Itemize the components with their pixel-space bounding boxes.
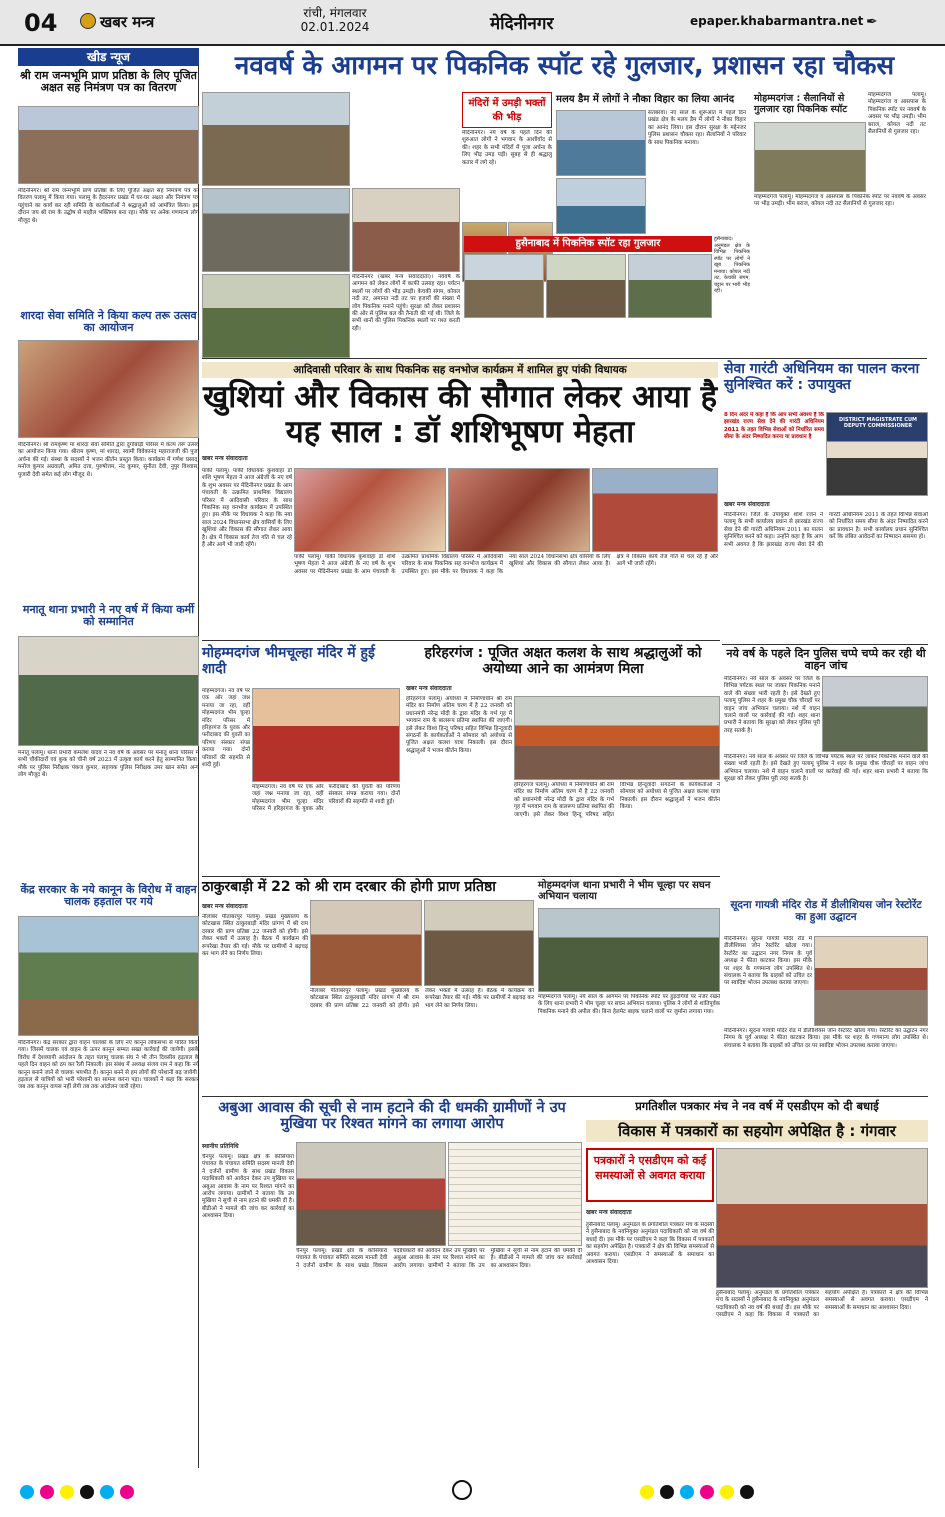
- sidebar-story3-text: मनातू पलामू। थाना प्रभारी कमलेश यादव ने नव वर्ष के अवसर पर मनातू थाना परिसर में सभी चौकीदारों एवं कुक को चीनी वर्ष 2023 में उत्कृष्ट कार्य करने हेतु साम्मानित किया। मौके पर पुलिस निरीक्षक पंकज कुमार, सहायक पुलिस निरीक्षक उमर खान समेत अन्य लोग मौजूद थे।: [18, 750, 199, 779]
- husainabad-title: हुसैनाबाद में पिकनिक स्पॉट रहा गुलजार: [464, 236, 712, 252]
- restaurant-text-2: मेदिनीनगर। सूदना गायत्री मंदिर रोड में डीलीशियस जोन रेस्टोरेंट खोला गया। रेस्टोरेंट का उद्घाटन नगर निगम के पूर्व अध्यक्ष ने फीता काटकर किया। इस मौके पर शहर के गणमान्य लोग उपस्थित थे। संचालक ने बताया कि ग्राहकों को उचित दर पर स्वादिष्ट भोजन उपलब्ध कराया जाएगा।: [724, 1028, 928, 1049]
- vidhayak-headline: खुशियां और विकास की सौगात लेकर आया है यह साल : डॉ शशिभूषण मेहता: [202, 379, 718, 450]
- sidebar-label: खीड न्यूज: [18, 48, 199, 66]
- sidebar-story3-title: मनातू थाना प्रभारी ने नए वर्ष में किया कर्मी को सम्मानित: [22, 603, 195, 629]
- pen-icon: ✒: [866, 14, 878, 30]
- sidebar-story4-title: केंद्र सरकार के नये कानून के विरोध में वाहन चालक हड़ताल पर गये: [20, 883, 197, 909]
- husainabad-text: हुसैनाबाद। अनुमंडल क्षेत्र के विभिन्न पिकनिक स्पॉट पर लोगों ने खूब पिकनिक मनाया। कोयल नदी तट, केचकी संगम, चट्टान पर भारी भीड़ रही।: [714, 236, 750, 294]
- hariharganj-text-2: हरिहरगंज पलामू। अयोध्या में निर्माणाधीन श्री राम मंदिर का निर्माण अंतिम चरण में है 22 जनवरी को प्रधानमंत्री नरेन्द्र मोदी के द्वारा मंदिर के गर्भ गृह में भगवान राम के बालरूप प्रतिमा स्थापित की जाएगी। इसे लेकर विश्व हिन्दू परिषद सहित विभिन्न हिन्दूवादी संगठनों के कार्यकर्ताओं ने सोमवार को अयोध्या से पूजित अक्षत कलश यात्रा निकाली। इस दौरान श्रद्धालुओं ने भजन कीर्तन किया।: [514, 782, 720, 818]
- police-text: मेदिनीनगर। नये साल के अवसर पर जिले के विभिन्न पर्यटक स्थल पर जाकर पिकनिक मनाने वाले की संख्या भारी रहती है। इसे देखते हुए पलामू पुलिस ने शहर के प्रमुख चौक चौराहों पर वाहन जांच अभियान चलाया। नशे में वाहन चलाने वालों पर कार्रवाई की गई। शहर थाना प्रभारी ने बताया कि सुरक्षा को लेकर पुलिस पूरी तरह सतर्क है।: [724, 676, 820, 734]
- mohammadganj-photo: [754, 122, 866, 192]
- magenta-dot: [40, 1485, 54, 1499]
- malay-title: मलय डैम में लोगों ने नौका विहार का लिया आनंद: [556, 94, 735, 105]
- page-number: 04: [24, 9, 58, 37]
- seva-divider: [722, 644, 928, 645]
- abua-text-2: चैनपुर पलामू। प्रखंड क्षेत्र के कोसियारा पंचायत के पंचायत समिति सदस्य मानती देवी ने दर्जनों ग्रामीण के साथ प्रखंड विकास पदाधिकारी को आवेदन देकर उप मुखिया पर अबुआ आवास के नाम पर रिश्वत मांगने का आरोप लगाया। ग्रामीणों ने बताया कि उप मुखिया ने सूची से नाम हटाने की धमकी दी है। बीडीओ ने मामले की जांच कर कार्रवाई का आश्वासन दिया।: [296, 1248, 582, 1269]
- malay-photo-1: [556, 110, 646, 176]
- temple-text: मेदिनीनगर। नये वर्ष के पहले दिन की शुरुआत लोगों ने भगवान के आशीर्वाद से की। शहर के सभी मंदिरों में पूजा अर्चना के लिए भीड़ उमड़ पड़ी। सुबह से ही श्रद्धालु कतार में लगे रहे।: [462, 130, 552, 166]
- lower-divider-2: [202, 1096, 928, 1097]
- sidebar-story3-photo: [18, 636, 199, 746]
- bhimchulha-text-2: मोहम्मदगंज। नव वर्ष पर एक ओर जहां जश्न मनाया जा रहा, वहीं मोहम्मदगंज भीम चूल्हा मंदिर परिसर में हरिहरगंज के युवक और फरीदाबाद की युवती का परिणय संस्कार संपन्न कराया गया। दोनों परिवारों की सहमति से शादी हुई।: [252, 784, 400, 813]
- hariharganj-text: हरिहरगंज पलामू। अयोध्या में निर्माणाधीन श्री राम मंदिर का निर्माण अंतिम चरण में है 22 जनवरी को प्रधानमंत्री नरेन्द्र मोदी के द्वारा मंदिर के गर्भ गृह में भगवान राम के बालरूप प्रतिमा स्थापित की जाएगी। इसे लेकर विश्व हिन्दू परिषद सहित विभिन्न हिन्दूवादी संगठनों के कार्यकर्ताओं ने सोमवार को अयोध्या से पूजित अक्षत कलश यात्रा निकाली। इस दौरान श्रद्धालुओं ने भजन कीर्तन किया।: [406, 696, 512, 754]
- police-text-2: मेदिनीनगर। नये साल के अवसर पर जिले के विभिन्न पर्यटक स्थल पर जाकर पिकनिक मनाने वाले की संख्या भारी रहती है। इसे देखते हुए पलामू पुलिस ने शहर के प्रमुख चौक चौराहों पर वाहन जांच अभियान चलाया। नशे में वाहन चलाने वालों पर कार्रवाई की गई। शहर थाना प्रभारी ने बताया कि सुरक्षा को लेकर पुलिस पूरी तरह सतर्क है।: [724, 754, 928, 783]
- drive-headline: मोहम्मदगंज थाना प्रभारी ने भीम चूल्हा पर सघन अभियान चलाया: [538, 880, 711, 903]
- site-url: epaper.khabarmantra.net: [690, 14, 864, 28]
- lead-photo-1: [202, 92, 350, 186]
- vidhayak-photo-3: [592, 468, 718, 552]
- temple-title: मंदिरों में उमड़ी भक्तों की भीड़: [462, 92, 552, 128]
- lead-headline: नववर्ष के आगमन पर पिकनिक स्पॉट रहे गुलजार, प्रशासन रहा चौकस: [234, 51, 895, 81]
- yellow-dot: [60, 1485, 74, 1499]
- yellow-dot: [720, 1485, 734, 1499]
- section-name: मेदिनीनगर: [490, 14, 554, 34]
- seva-quote: 8 दिन अंदर में कहा है कि आप सभी अवश्य है कि झारखंड राज्य सेवा देने की गारंटी अधिनियम 2011 के तहत विभिन्न सेवाओं को निर्धारित समय सीमा के अंदर निष्पादित करना या प्रावधान है: [724, 412, 824, 441]
- thakurbari-byline: खबर मन्त्र संवाददाता: [202, 903, 248, 910]
- vidhayak-byline: खबर मन्त्र संवाददाता: [202, 455, 248, 462]
- bhimchulha-text: मोहम्मदगंज। नव वर्ष पर एक ओर जहां जश्न मनाया जा रहा, वहीं मोहम्मदगंज भीम चूल्हा मंदिर परिसर में हरिहरगंज के युवक और फरीदाबाद की युवती का परिणय संस्कार संपन्न कराया गया। दोनों परिवारों की सहमति से शादी हुई।: [202, 688, 250, 769]
- mid-divider: [202, 640, 720, 641]
- sidebar-story2-photo: [18, 340, 199, 438]
- lead-photo-4: [352, 188, 460, 272]
- black-dot: [660, 1485, 674, 1499]
- cyan-dot: [680, 1485, 694, 1499]
- malay-text: सतबरवा। नए साल के शुरूआत में पहले दिन प्रखंड क्षेत्र के मलय डैम में लोगों ने नौका विहार का आनंद लिया। इस दौरान सुरक्षा के मद्देनजर पुलिस प्रशासन चौकस रहा। सैलानियों ने परिवार के साथ पिकनिक मनाया।: [648, 110, 746, 146]
- drive-photo: [538, 908, 720, 992]
- patrakar-byline: खबर मन्त्र संवाददाता: [586, 1209, 632, 1216]
- sidebar-story4-text: मेदिनीनगर। केंद्र सरकार द्वारा वाहन चालकों के लिए नए कानून लोकसभा से पारित किया गया। जिसमें चालक एवं वाहन के ऊपर कानून सम्मत सख्त कार्रवाई की जायेगी। इसके विरोध में देशव्यापी आंदोलन के तहत पलामू चालक संघ ने भी तीन दिवसीय हड़ताल के पहले दिन वाहन को ठप कर रैली निकाली। इस संबंध में अध्यक्ष संजय राम ने कहा कि नये कानून बनाने जाने से चालक भयभीत हैं। कानून बनने से हम लोगों की परेशानी बढ़ जायेगी। हड़ताल से यात्रियों को भारी परेशानी का सामना करना पड़ा। चालकों ने कहा कि सरकार जब तक कानून वापस नहीं लेगी तब तक आंदोलन जारी रहेगा।: [18, 1040, 199, 1091]
- seva-officer-photo: [826, 412, 928, 496]
- black-dot: [80, 1485, 94, 1499]
- husainabad-photo-2: [546, 254, 626, 318]
- seva-byline: खबर मन्त्र संवाददाता: [724, 501, 770, 508]
- patrakar-text-2: हुसैनाबाद पलामू। अनुमंडल के प्रगतिशील पत्रकार मंच के सदस्यों ने हुसैनाबाद के नवनियुक्त अनुमंडल पदाधिकारी को नव वर्ष की बधाई दी। इस मौके पर एसडीएम ने कहा कि विकास में पत्रकारों का सहयोग अपेक्षित है। पत्रकारों ने क्षेत्र की विभिन्न समस्याओं से अवगत कराया। एसडीएम ने समस्याओं के समाधान का आश्वासन दिया।: [716, 1290, 928, 1319]
- magenta-dot: [700, 1485, 714, 1499]
- police-headline: नये वर्ष के पहले दिन पुलिस चप्पे चप्पे कर रही थी वाहन जांच: [726, 647, 926, 673]
- abua-text: चैनपुर पलामू। प्रखंड क्षेत्र के कोसियारा पंचायत के पंचायत समिति सदस्य मानती देवी ने दर्जनों ग्रामीण के साथ प्रखंड विकास पदाधिकारी को आवेदन देकर उप मुखिया पर अबुआ आवास के नाम पर रिश्वत मांगने का आरोप लगाया। ग्रामीणों ने बताया कि उप मुखिया ने सूची से नाम हटाने की धमकी दी है। बीडीओ ने मामले की जांच कर कार्रवाई का आश्वासन दिया।: [202, 1154, 294, 1220]
- thakurbari-text: नीलांबर पीतांबरपुर पलामू। प्रखंड मुख्यालय के कोटखास स्थित ठाकुरबाड़ी मंदिर प्रांगण में श्री राम दरबार की प्राण प्रतिष्ठा 22 जनवरी को होगी। इसे लेकर भक्तों में उत्साह है। बैठक में कार्यक्रम की रूपरेखा तैयार की गई। मौके पर ग्रामीणों ने बढ़चढ़ कर भाग लेने का निर्णय लिया।: [202, 914, 308, 958]
- hariharganj-photo: [514, 696, 720, 780]
- paper-name: खबर मन्त्र: [100, 13, 155, 31]
- registration-dots-right: [640, 1484, 760, 1503]
- police-photo: [822, 676, 928, 752]
- city-label: रांची, मंगलवार: [303, 6, 367, 20]
- vidhayak-photo-2: [448, 468, 590, 552]
- lead-divider: [202, 358, 927, 359]
- patrakar-kicker: प्रगतिशील पत्रकार मंच ने नव वर्ष में एसडीएम को दी बधाई: [635, 1099, 879, 1113]
- vidhayak-kicker: आदिवासी परिवार के साथ पिकनिक सह वनभोज कार्यक्रम में शामिल हुए पांकी विधायक: [202, 362, 718, 378]
- registration-dots-left: [20, 1484, 140, 1503]
- patrakar-box: पत्रकारों ने एसडीएम को कई समस्याओं से अवगत कराया: [586, 1148, 714, 1202]
- husainabad-photo-3: [628, 254, 712, 318]
- sidebar-story4-photo: [18, 916, 199, 1036]
- seva-headline: सेवा गारंटी अधिनियम का पालन करना सुनिश्चित करें : उपायुक्त: [724, 361, 920, 393]
- thakurbari-headline: ठाकुरबाड़ी में 22 को श्री राम दरबार की होगी प्राण प्रतिष्ठा: [202, 879, 496, 895]
- officer-board-label: DISTRICT MAGISTRATE CUM DEPUTY COMMISSIONER: [839, 417, 917, 429]
- vidhayak-text: पांकी पलामू। पांकी विधायक कुशवाहा डॉ शशि भूषण मेहता ने आज अंग्रेजी के नए वर्ष के शुभ अवसर पर मेदिनीनगर प्रखंड के आम पंचायती के उत्क्रमित प्राथमिक विद्यालय परिसर में आदिवासी परिवार के साथ पिकनिक सह वनभोज कार्यक्रम में उपस्थित हुए। इस मौके पर विधायक ने कहा कि नया साल 2024 विधानसभा क्षेत्र वासियों के लिए खुशियां और विकास की सौगात लेकर आया है। क्षेत्र में विकास कार्य तेज गति से चल रहे हैं और आगे भी जारी रहेंगे।: [202, 468, 292, 549]
- vidhayak-photo-1: [294, 468, 446, 552]
- restaurant-headline: सूदना गायत्री मंदिर रोड में डीलीशियस जोन रेस्टोरेंट का हुआ उद्घाटन: [730, 899, 922, 923]
- sidebar-story1-text: मेदिनीनगर। श्री राम जन्मभूमि प्राण प्रतिष्ठा के लिए पूजित अक्षत सह निमंत्रण पत्र का वितरण पलामू में किया गया। पलामू के हैदरनगर प्रखंड में घर-घर अक्षत और निमंत्रण पत्र पहुंचाने का कार्य कर रही समिति के कार्यकर्ताओं ने श्रद्धालुओं को आमंत्रित किया। इस दौरान जय श्री राम के उद्घोष से माहौल भक्तिमय बना रहा। मौके पर अनेक गणमान्य लोग मौजूद थे।: [18, 188, 199, 224]
- husainabad-photo-1: [464, 254, 544, 318]
- vidhayak-text-2: पांकी पलामू। पांकी विधायक कुशवाहा डॉ शशि भूषण मेहता ने आज अंग्रेजी के नए वर्ष के शुभ अवसर पर मेदिनीनगर प्रखंड के आम पंचायती के उत्क्रमित प्राथमिक विद्यालय परिसर में आदिवासी परिवार के साथ पिकनिक सह वनभोज कार्यक्रम में उपस्थित हुए। इस मौके पर विधायक ने कहा कि नया साल 2024 विधानसभा क्षेत्र वासियों के लिए खुशियां और विकास की सौगात लेकर आया है। क्षेत्र में विकास कार्य तेज गति से चल रहे हैं और आगे भी जारी रहेंगे।: [294, 554, 718, 575]
- sidebar-story1-title: श्री राम जन्मभूमि प्राण प्रतिष्ठा के लिए पूजित अक्षत सह निमंत्रण पत्र का वितरण: [20, 69, 197, 95]
- restaurant-photo: [814, 936, 928, 1026]
- black-dot: [740, 1485, 754, 1499]
- city-date: [280, 6, 390, 34]
- cyan-dot: [20, 1485, 34, 1499]
- crosshair-icon: [452, 1480, 472, 1500]
- yellow-dot: [640, 1485, 654, 1499]
- lead-photo-3: [202, 274, 350, 358]
- abua-headline: अबुआ आवास की सूची से नाम हटाने की दी धमकी ग्रामीणों ने उप मुखिया पर रिश्वत मांगने का लगाया आरोप: [218, 1100, 566, 1133]
- sidebar: [18, 48, 199, 1468]
- logo-icon: [80, 13, 96, 29]
- patrakar-photo: [716, 1148, 928, 1288]
- restaurant-text: मेदिनीनगर। सूदना गायत्री मंदिर रोड में डीलीशियस जोन रेस्टोरेंट खोला गया। रेस्टोरेंट का उद्घाटन नगर निगम के पूर्व अध्यक्ष ने फीता काटकर किया। इस मौके पर शहर के गणमान्य लोग उपस्थित थे। संचालक ने बताया कि ग्राहकों को उचित दर पर स्वादिष्ट भोजन उपलब्ध कराया जाएगा।: [724, 936, 812, 987]
- thakurbari-photo-2: [424, 900, 534, 986]
- date-label: 02.01.2024: [300, 20, 370, 34]
- sidebar-story1-photo: [18, 106, 199, 184]
- patrakar-headline: विकास में पत्रकारों का सहयोग अपेक्षित है : गंगवार: [586, 1120, 928, 1142]
- lead-main-text: मेदिनीनगर (खबर मन्त्र संवाददाता)। नववर्ष के आगमन को लेकर लोगों में काफी उत्साह रहा। पर्यटन स्थलों पर लोगों की भीड़ उमड़ी। केचकी संगम, कोयल नदी तट, अमानत नदी तट पर हजारों की संख्या में लोग पिकनिक मनाने पहुंचे। सुरक्षा को लेकर प्रशासन की ओर से पुलिस बल की तैनाती की गई थी। जिले के सभी थानों की पुलिस पिकनिक स्थलों पर गश्त करती रही।: [352, 274, 460, 332]
- abua-document-photo: [448, 1142, 582, 1246]
- drive-text: मोहम्मदगंज पलामू। नये साल के आगमन पर पिकनिक स्पॉट पर हुड़दंगियों पर नजर रखने के लिए थाना प्रभारी ने भीम चूल्हा पर सघन अभियान चलाया। पुलिस ने लोगों से शांतिपूर्वक पिकनिक मनाने की अपील की। बिना हेलमेट बाइक चलाने वालों पर जुर्माना लगाया गया।: [538, 994, 720, 1015]
- bhimchulha-photo-1: [252, 688, 400, 782]
- footer-registration-bar: [0, 1472, 945, 1512]
- thakurbari-photo-1: [310, 900, 422, 986]
- sidebar-story2-text: मेदिनीनगर। श्री रामकृष्ण मां शारदा सेवा समिति द्वारा दुर्गाबाड़ी परिसर में कल्प तरू उत्सव का आयोजन किया गया। श्रीराम कृष्ण, मां शारदा, स्वामी विवेकानंद महाराजजी की पूजा अर्चना की गई। संस्था के सदस्यों ने भजन कीर्तन प्रस्तुत किया। कार्यक्रम में गणेश प्रसाद, मनोज कुमार अग्रवाली, अमित दत्ता, पुरुषोत्तम, नंद कुमार, सुनीता देवी, नुपुर विश्वास, पुजारी देवी समेत कई लोग मौजूद थे।: [18, 442, 199, 478]
- patrakar-text: हुसैनाबाद पलामू। अनुमंडल के प्रगतिशील पत्रकार मंच के सदस्यों ने हुसैनाबाद के नवनियुक्त अनुमंडल पदाधिकारी को नव वर्ष की बधाई दी। इस मौके पर एसडीएम ने कहा कि विकास में पत्रकारों का सहयोग अपेक्षित है। पत्रकारों ने क्षेत्र की विभिन्न समस्याओं से अवगत कराया। एसडीएम ने समस्याओं के समाधान का आश्वासन दिया।: [586, 1222, 714, 1266]
- lower-divider-1: [202, 876, 720, 877]
- sidebar-story2-title: शारदा सेवा समिति ने किया कल्प तरू उत्सव का आयोजन: [20, 309, 197, 335]
- bhimchulha-headline: मोहम्मदगंज भीमचूल्हा मंदिर में हुई शादी: [202, 645, 375, 677]
- masthead: [0, 0, 945, 46]
- mohammadganj-side-text: मोहम्मदगंज पलामू। मोहम्मदगंज व आसपास के पिकनिक स्पॉट पर नववर्ष के अवसर पर भीड़ उमड़ी। भीम बराज, कोयल नदी तट सैलानियों से गुलजार रहा।: [868, 92, 926, 136]
- malay-photo-2: [556, 178, 646, 234]
- abua-byline: स्थानीय प्रतिनिधि: [202, 1143, 239, 1150]
- abua-photo-1: [296, 1142, 446, 1246]
- mohammadganj-title: मोहम्मदगंज : सैलानियों से गुलजार रहा पिकनिक स्पॉट: [754, 93, 848, 115]
- mohammadganj-text: मोहम्मदगंज पलामू। मोहम्मदगंज व आसपास के पिकनिक स्पॉट पर नववर्ष के अवसर पर भीड़ उमड़ी। भीम बराज, कोयल नदी तट सैलानियों से गुलजार रहा।: [754, 194, 926, 208]
- magenta-dot: [120, 1485, 134, 1499]
- thakurbari-text-2: नीलांबर पीतांबरपुर पलामू। प्रखंड मुख्यालय के कोटखास स्थित ठाकुरबाड़ी मंदिर प्रांगण में श्री राम दरबार की प्राण प्रतिष्ठा 22 जनवरी को होगी। इसे लेकर भक्तों में उत्साह है। बैठक में कार्यक्रम की रूपरेखा तैयार की गई। मौके पर ग्रामीणों ने बढ़चढ़ कर भाग लेने का निर्णय लिया।: [310, 988, 534, 1009]
- hariharganj-headline: हरिहरगंज : पूजित अक्षत कलश के साथ श्रद्धालुओं को अयोध्या आने का आमंत्रण मिला: [424, 645, 702, 677]
- hariharganj-byline: खबर मन्त्र संवाददाता: [406, 685, 452, 692]
- cyan-dot: [100, 1485, 114, 1499]
- lead-photo-2: [202, 188, 350, 272]
- seva-text: मेदिनीनगर। जिले के उपायुक्त शशि रंजन ने पलामू के सभी कार्यालय प्रधान से झारखंड राज्य सेवा देने की गारंटी अधिनियम 2011 का पालन सुनिश्चित करने को कहा। उन्होंने कहा है कि आप सभी अवगत है कि झारखंड राज्य सेवा देने की गारंटी अधिनियम 2011 के तहत विभिन्न सेवाओं को निर्धारित समय सीमा के अंदर निष्पादित करने का प्रावधान है। सभी कार्यालय प्रधान सुनिश्चित करें कि लंबित आवेदनों का निष्पादन ससमय हो।: [724, 512, 928, 548]
